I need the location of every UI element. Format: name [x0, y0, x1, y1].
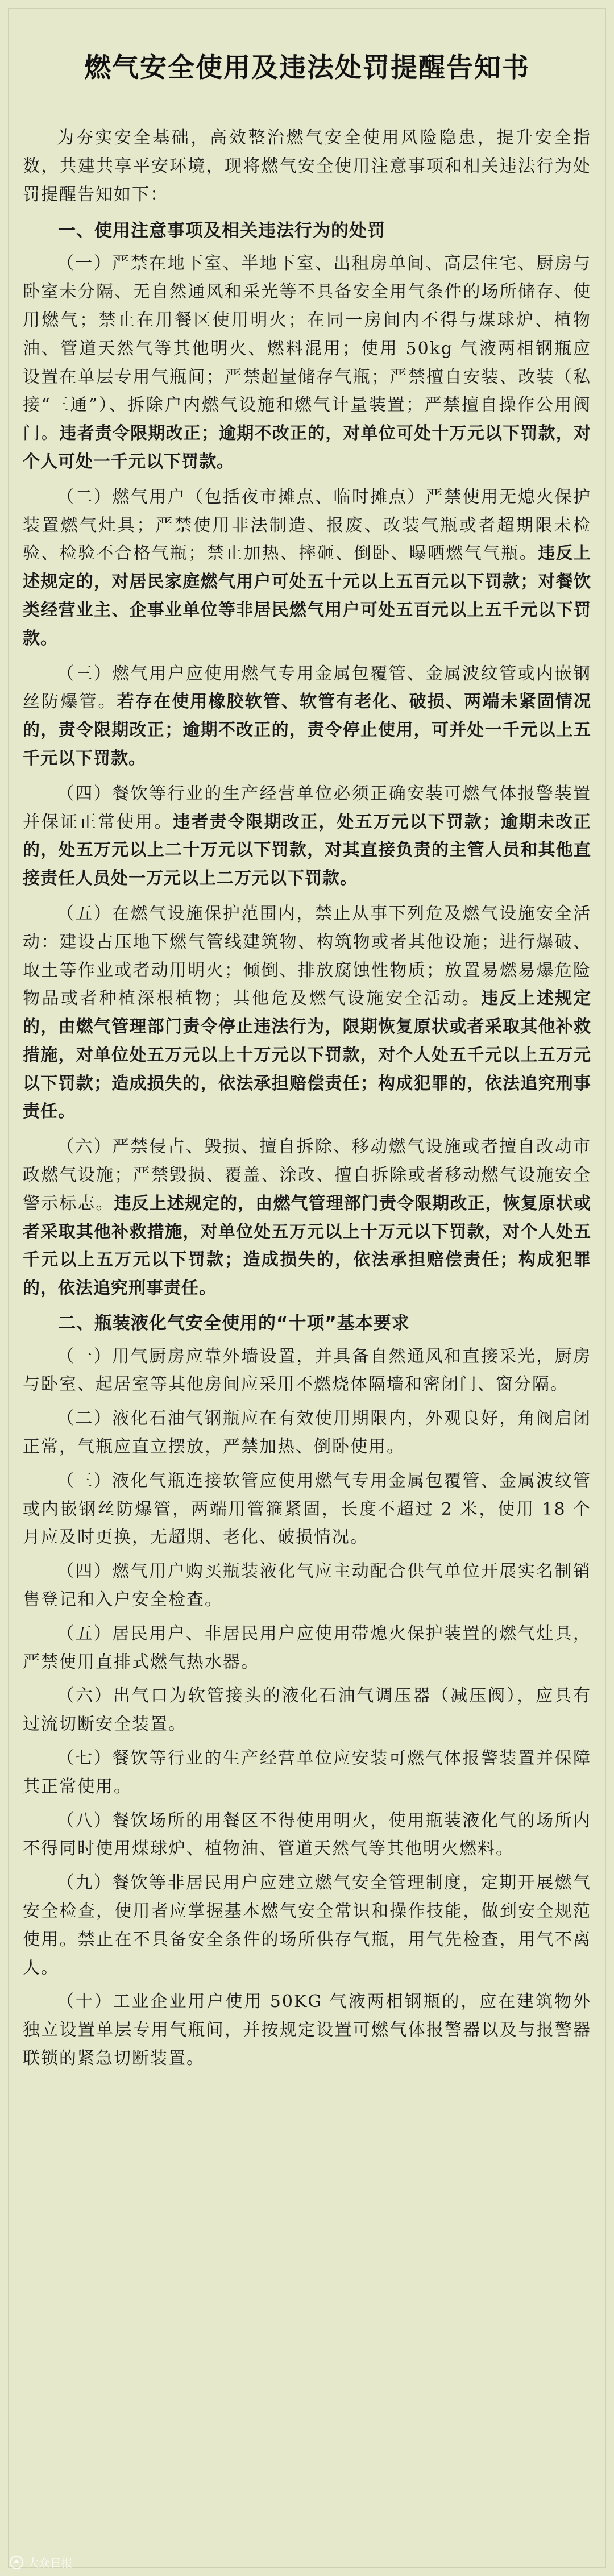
watermark: [9, 2554, 73, 2570]
requirement-item-2: （二）液化石油气钢瓶应在有效使用期限内，外观良好，角阀启闭正常，气瓶应直立摆放，严禁加热、倒卧使用。: [23, 1409, 591, 1457]
rule-paragraph-1: [23, 250, 591, 476]
rule-text: （二）燃气用户（包括夜市摊点、临时摊点）严禁使用无熄火保护装置燃气灶具；严禁使用非法制造、报废、改装气瓶或者超期限未检验、检验不合格气瓶；禁止加热、摔砸、倒卧、曝晒燃气气瓶。: [23, 487, 591, 564]
document-title: 燃气安全使用及违法处罚提醒告知书: [84, 52, 530, 84]
rule-text: （五）在燃气设施保护范围内，禁止从事下列危及燃气设施安全活动：建设占压地下燃气管线建筑物、构筑物或者其他设施；进行爆破、取土等作业或者动用明火；倾倒、排放腐蚀性物质；放置易燃易爆危险物品或者种植深根植物；其他危及燃气设施安全活动。: [23, 903, 591, 1009]
penalty-text: 若存在使用橡胶软管、软管有老化、破损、两端未紧固情况的，责令限期改正；逾期不改正的，责令停止使用，可并处一千元以上五千元以下罚款。: [23, 692, 592, 768]
rule-paragraph-6: [23, 1133, 591, 1303]
rule-text: （六）严禁侵占、毁损、擅自拆除、移动燃气设施或者擅自改动市政燃气设施；严禁毁损、覆盖、涂改、擅自拆除或者移动燃气设施安全警示标志。: [23, 1137, 591, 1214]
rule-text: （一）严禁在地下室、半地下室、出租房单间、高层住宅、厨房与卧室未分隔、无自然通风和采光等不具备安全用气条件的场所储存、使用燃气；禁止在用餐区使用明火；在同一房间内不得与煤球炉、植物油、管道天然气等其他明火、燃料混用；使用 50kg 气液两相钢瓶应设置在单层专用气瓶间；严禁超量储存气瓶；严禁擅自安装、改装（私接“三通”）、拆除户内燃气设施和燃气计量装置；严禁擅自操作公用阀门。: [23, 254, 591, 444]
penalty-text: 违者责令限期改正，处五万元以下罚款；逾期未改正的，处五万元以上二十万元以下罚款，对其直接负责的主管人员和其他直接责任人员处一万元以上二万元以下罚款。: [23, 812, 592, 889]
penalty-text: 违者责令限期改正；逾期不改正的，对单位可处十万元以下罚款，对个人可处一千元以下罚款。: [23, 423, 592, 472]
rule-paragraph-3: [23, 660, 591, 773]
rule-text: （三）燃气用户应使用燃气专用金属包覆管、金属波纹管或内嵌钢丝防爆管。: [23, 663, 591, 712]
requirement-item-1: （一）用气厨房应靠外墙设置，并具备自然通风和直接采光，厨房与卧室、起居室等其他房间应采用不燃烧体隔墙和密闭门、窗分隔。: [23, 1346, 591, 1395]
requirement-item-8: （八）餐饮场所的用餐区不得使用明火，使用瓶装液化气的场所内不得同时使用煤球炉、植物油、管道天然气等其他明火燃料。: [23, 1810, 591, 1859]
section-1-heading: 一、使用注意事项及相关违法行为的处罚: [58, 220, 385, 241]
penalty-text: 违反上述规定的，由燃气管理部门责令限期改正，恢复原状或者采取其他补救措施，对单位处五万元以上十万元以下罚款，对个人处五千元以上五万元以下罚款；造成损失的，依法承担赔偿责任；构成犯罪的，依法追究刑事责任。: [23, 1193, 591, 1299]
intro-paragraph: 为夯实安全基础，高效整治燃气安全使用风险隐患，提升安全指数，共建共享平安环境，现将燃气安全使用注意事项和相关违法行为处罚提醒告知如下：: [23, 128, 591, 205]
requirement-item-9: （九）餐饮等非居民用户应建立燃气安全管理制度，定期开展燃气安全检查，使用者应掌握基本燃气安全常识和操作技能，做到安全规范使用。禁止在不具备安全条件的场所供存气瓶，用气先检查，用气不离人。: [23, 1873, 591, 1978]
requirement-item-5: （五）居民用户、非居民用户应使用带熄火保护装置的燃气灶具，严禁使用直排式燃气热水器。: [23, 1623, 591, 1672]
requirement-item-4: （四）燃气用户购买瓶装液化气应主动配合供气单位开展实名制销售登记和入户安全检查。: [23, 1561, 591, 1610]
requirement-item-6: （六）出气口为软管接头的液化石油气调压器（减压阀），应具有过流切断安全装置。: [23, 1686, 591, 1735]
rule-paragraph-5: [23, 900, 591, 1126]
penalty-text: 违反上述规定的，由燃气管理部门责令停止违法行为，限期恢复原状或者采取其他补救措施，对单位处五万元以上十万元以下罚款，对个人处五千元以上五万元以下罚款；造成损失的，依法承担赔偿责任；构成犯罪的，依法追究刑事责任。: [23, 988, 592, 1122]
requirement-item-10: （十）工业企业用户使用 50KG 气液两相钢瓶的，应在建筑物外独立设置单层专用气瓶间，并按规定设置可燃气体报警器以及与报警器联锁的紧急切断装置。: [23, 1992, 591, 2068]
rule-paragraph-2: [23, 483, 591, 653]
watermark-text: 大众日报: [27, 2556, 73, 2570]
rule-paragraph-4: [23, 780, 591, 893]
penalty-text: 违反上述规定的，对居民家庭燃气用户可处五十元以上五百元以下罚款；对餐饮类经营业主、企事业单位等非居民燃气用户可处五百元以上五千元以下罚款。: [23, 543, 591, 649]
requirement-item-7: （七）餐饮等行业的生产经营单位应安装可燃气体报警装置并保障其正常使用。: [23, 1748, 591, 1797]
requirement-item-3: （三）液化气瓶连接软管应使用燃气专用金属包覆管、金属波纹管或内嵌钢丝防爆管，两端用管箍紧固，长度不超过 2 米，使用 18 个月应及时更换，无超期、老化、破损情况。: [23, 1470, 591, 1548]
watermark-logo-icon: [9, 2555, 24, 2570]
rule-text: （四）餐饮等行业的生产经营单位必须正确安装可燃气体报警装置并保证正常使用。: [23, 783, 591, 832]
section-2-heading: 二、瓶装液化气安全使用的“十项”基本要求: [58, 1313, 410, 1334]
